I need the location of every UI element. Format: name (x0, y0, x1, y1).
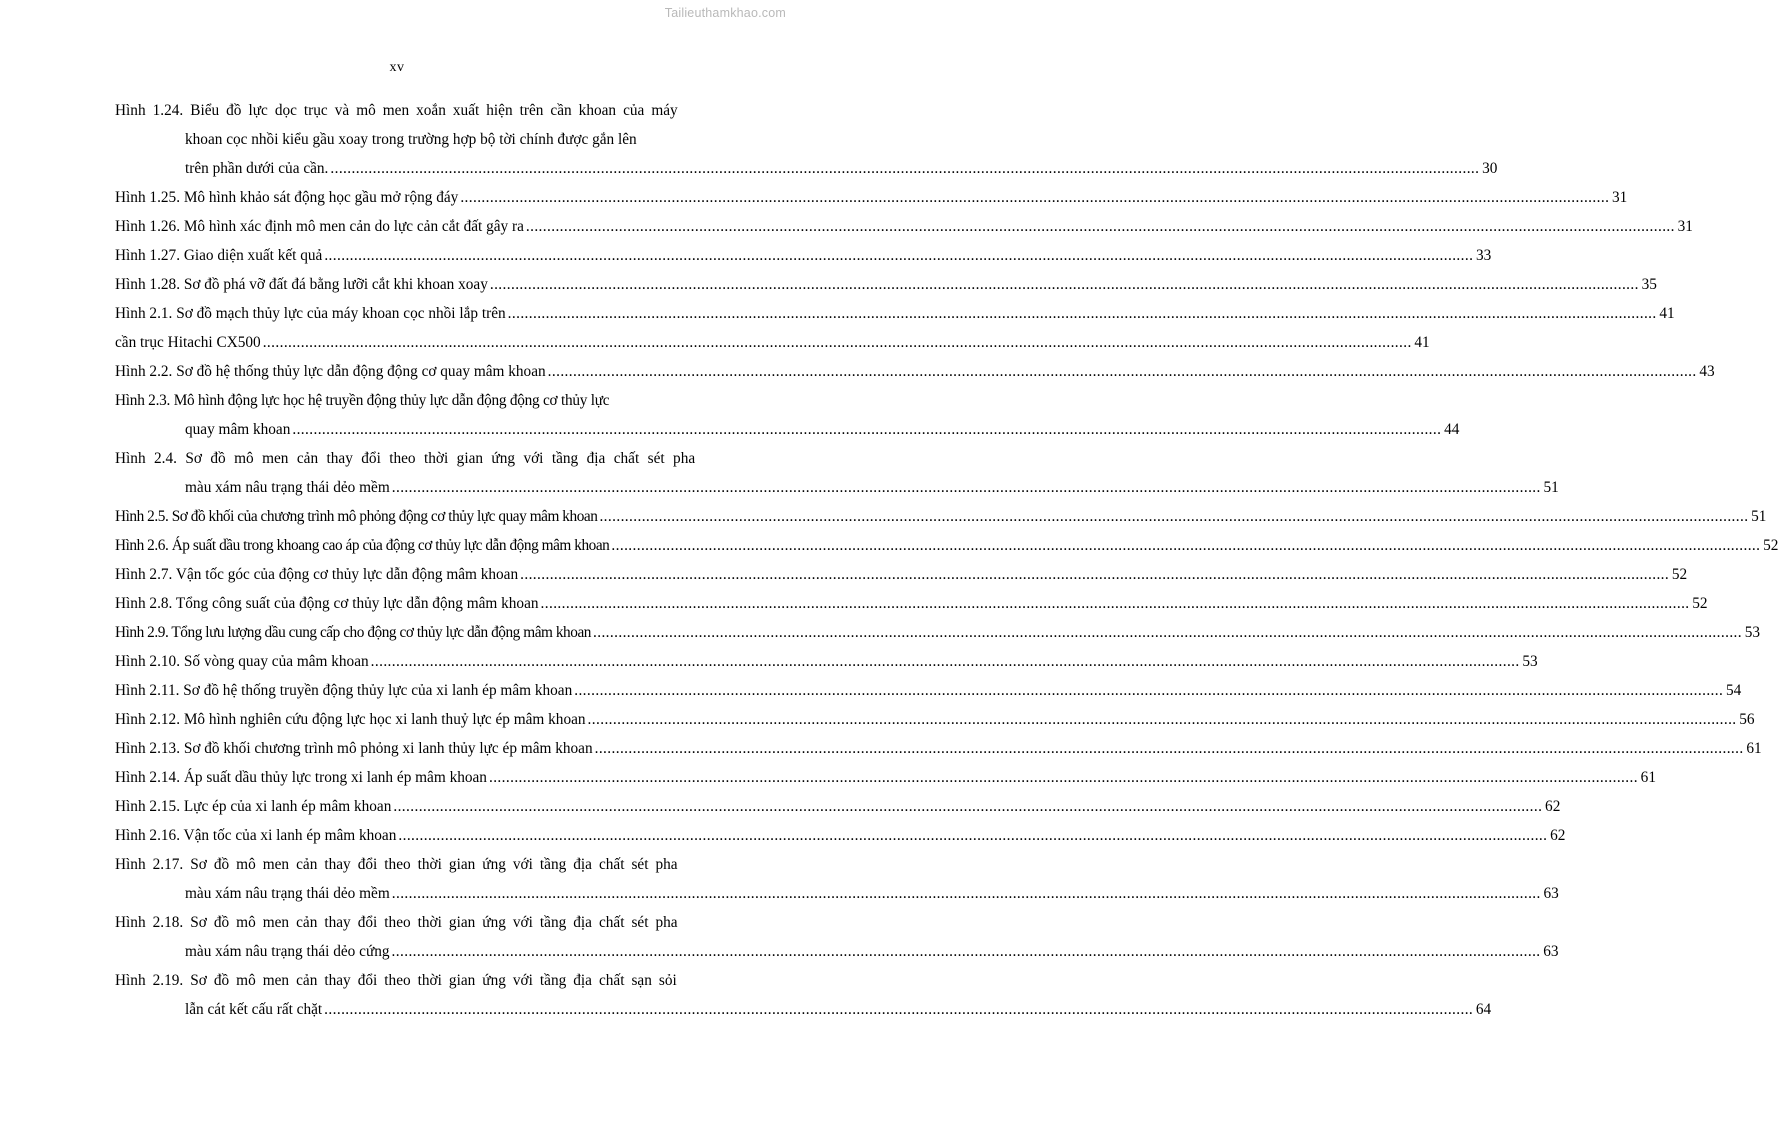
entry-line (115, 589, 1708, 618)
dot-leader (588, 705, 1737, 734)
entry-line (115, 879, 1559, 908)
dot-leader (574, 676, 1723, 705)
entry-title: Hình 2.5. Sơ đồ khối của chương trình mô phỏng động cơ thủy lực quay mâm khoan (115, 508, 598, 525)
entry-title: Hình 1.27. Giao diện xuất kết quả (115, 247, 323, 264)
dot-leader (526, 212, 1675, 241)
entry-line (115, 618, 1760, 647)
entry-page: 56 (1739, 711, 1755, 728)
dot-leader (541, 589, 1690, 618)
list-item (115, 560, 1688, 589)
entry-page: 33 (1476, 247, 1492, 264)
list-item (115, 763, 1656, 792)
entry-page: 44 (1444, 421, 1460, 438)
list-item (115, 328, 1430, 357)
entry-line (115, 676, 1742, 705)
list-item (115, 183, 1628, 212)
list-item (115, 241, 1492, 270)
dot-leader (508, 299, 1657, 328)
entry-page: 35 (1641, 276, 1657, 293)
entry-page: 63 (1543, 943, 1559, 960)
entry-page: 62 (1545, 798, 1561, 815)
entry-title: khoan cọc nhồi kiểu gầu xoay trong trường hợp bộ tời chính được gắn lên (185, 131, 637, 148)
entry-page: 31 (1677, 218, 1693, 235)
dot-leader (324, 241, 1473, 270)
entry-line (115, 560, 1688, 589)
entry-page: 61 (1746, 740, 1762, 757)
list-item (115, 966, 1492, 1024)
entry-line (115, 995, 1492, 1024)
entry-title: Hình 2.11. Sơ đồ hệ thống truyền động thủy lực của xi lanh ép mâm khoan (115, 682, 573, 699)
entry-line (115, 792, 1561, 821)
entry-title: Hình 2.8. Tổng công suất của động cơ thủy lực dẫn động mâm khoan (115, 595, 539, 612)
entry-title: màu xám nâu trạng thái dẻo mềm (185, 885, 390, 902)
entry-page: 41 (1414, 334, 1430, 351)
list-item (115, 96, 1498, 183)
entry-line (115, 357, 1715, 386)
entry-page: 52 (1671, 566, 1688, 583)
entry-title: Hình 2.6. Áp suất dầu trong khoang cao áp của động cơ thủy lực dẫn động mâm khoan (115, 537, 610, 554)
entry-page: 61 (1640, 769, 1656, 786)
entry-page: 53 (1744, 624, 1760, 641)
entry-line (115, 241, 1492, 270)
watermark: Tailieuthamkhao.com (664, 6, 786, 20)
entry-page: 52 (1763, 537, 1778, 554)
dot-leader (489, 763, 1638, 792)
entry-title: Hình 1.25. Mô hình khảo sát động học gầu mở rộng đáy (115, 189, 459, 206)
dot-leader (460, 183, 1609, 212)
entry-page: 62 (1550, 827, 1566, 844)
entry-line (115, 299, 1675, 328)
entry-page: 41 (1659, 305, 1675, 322)
entry-line (115, 270, 1657, 299)
entry-page: 31 (1612, 189, 1628, 206)
dot-leader (392, 879, 1541, 908)
entry-page: 52 (1692, 595, 1708, 612)
dot-leader (392, 937, 1541, 966)
dot-leader (398, 821, 1547, 850)
list-item (115, 647, 1538, 676)
entry-line (115, 444, 698, 473)
entry-page: 30 (1482, 160, 1498, 177)
dot-leader (595, 734, 1744, 763)
list-item (115, 821, 1566, 850)
list-item (115, 502, 1767, 531)
dot-leader (392, 473, 1541, 502)
entry-page: 43 (1699, 363, 1715, 380)
entry-line (115, 850, 698, 879)
entry-title: màu xám nâu trạng thái dẻo cứng (185, 943, 390, 960)
entry-title: lẫn cát kết cấu rất chặt (185, 1001, 323, 1018)
entry-line (115, 328, 1430, 357)
dot-leader (520, 560, 1669, 589)
list-item (115, 531, 1778, 560)
entry-page: 53 (1522, 653, 1538, 670)
dot-leader (393, 792, 1542, 821)
entry-title: Hình 1.26. Mô hình xác định mô men cản do lực cản cắt đất gây ra (115, 218, 524, 235)
entry-title: Hình 2.14. Áp suất dầu thủy lực trong xi lanh ép mâm khoan (115, 769, 487, 786)
entry-title: Hình 2.4. Sơ đồ mô men cản thay đổi theo thời gian ứng với tầng địa chất sét pha (115, 450, 696, 467)
entry-title: Hình 2.7. Vận tốc góc của động cơ thủy lực dẫn động mâm khoan (115, 566, 519, 583)
entry-line (115, 502, 1767, 531)
dot-leader (292, 415, 1441, 444)
entry-line (115, 154, 1498, 183)
dot-leader (371, 647, 1520, 676)
entry-page: 51 (1543, 479, 1559, 496)
entry-line (115, 212, 1693, 241)
entry-title: Hình 2.13. Sơ đồ khối chương trình mô phỏng xi lanh thủy lực ép mâm khoan (115, 740, 593, 757)
figure-list (115, 96, 1778, 1024)
entry-title: Hình 2.9. Tổng lưu lượng dầu cung cấp cho động cơ thủy lực dẫn động mâm khoan (115, 624, 591, 641)
entry-line (115, 415, 1460, 444)
dot-leader (593, 618, 1742, 647)
page-number: xv (389, 60, 405, 75)
entry-line (115, 473, 1559, 502)
list-item (115, 270, 1657, 299)
list-item (115, 908, 1559, 966)
entry-line (115, 705, 1755, 734)
entry-line (115, 734, 1762, 763)
entry-title: Hình 2.1. Sơ đồ mạch thủy lực của máy khoan cọc nhồi lắp trên (115, 305, 506, 322)
entry-page: 63 (1543, 885, 1559, 902)
entry-line (115, 125, 698, 154)
entry-line (115, 937, 1559, 966)
dot-leader (330, 154, 1479, 183)
entry-title: Hình 2.12. Mô hình nghiên cứu động lực học xi lanh thuỷ lực ép mâm khoan (115, 711, 586, 728)
list-item (115, 386, 1460, 444)
list-item (115, 792, 1561, 821)
list-item (115, 357, 1715, 386)
entry-line (115, 531, 1778, 560)
entry-title: cần trục Hitachi CX500 (115, 334, 261, 351)
dot-leader (599, 502, 1748, 531)
entry-line (115, 183, 1628, 212)
entry-line (115, 647, 1538, 676)
entry-page: 54 (1725, 682, 1742, 699)
entry-page: 51 (1751, 508, 1767, 525)
entry-title: Hình 2.10. Số vòng quay của mâm khoan (115, 653, 369, 670)
entry-title: Hình 2.15. Lực ép của xi lanh ép mâm khoan (115, 798, 392, 815)
entry-title: Hình 1.28. Sơ đồ phá vỡ đất đá bằng lưỡi cắt khi khoan xoay (115, 276, 488, 293)
entry-line (115, 96, 698, 125)
entry-title: Hình 2.3. Mô hình động lực học hệ truyền động thủy lực dẫn động động cơ thủy lực (115, 392, 610, 409)
entry-line (115, 386, 698, 415)
dot-leader (324, 995, 1473, 1024)
dot-leader (548, 357, 1697, 386)
entry-line (115, 763, 1656, 792)
entry-line (115, 821, 1566, 850)
entry-line (115, 966, 698, 995)
dot-leader (263, 328, 1412, 357)
entry-page: 64 (1475, 1001, 1492, 1018)
entry-title: quay mâm khoan (185, 421, 291, 438)
list-item (115, 299, 1675, 328)
dot-leader (490, 270, 1639, 299)
entry-title: Hình 2.19. Sơ đồ mô men cản thay đổi theo thời gian ứng với tầng địa chất sạn sỏi (115, 972, 677, 989)
list-item (115, 618, 1760, 647)
entry-title: Hình 2.18. Sơ đồ mô men cản thay đổi theo thời gian ứng với tầng địa chất sét pha (115, 914, 678, 931)
entry-title: Hình 1.24. Biểu đồ lực dọc trục và mô men xoắn xuất hiện trên cần khoan của máy (115, 102, 678, 119)
list-item (115, 850, 1559, 908)
dot-leader (611, 531, 1760, 560)
entry-title: Hình 2.17. Sơ đồ mô men cản thay đổi theo thời gian ứng với tầng địa chất sét pha (115, 856, 678, 873)
list-item (115, 705, 1755, 734)
entry-title: màu xám nâu trạng thái dẻo mềm (185, 479, 390, 496)
list-item (115, 734, 1762, 763)
entry-title: Hình 2.2. Sơ đồ hệ thống thủy lực dẫn động động cơ quay mâm khoan (115, 363, 546, 380)
entry-title: trên phần dưới của cần. (185, 160, 329, 177)
entry-line (115, 908, 698, 937)
list-item (115, 676, 1742, 705)
list-item (115, 444, 1559, 502)
list-item (115, 589, 1708, 618)
entry-title: Hình 2.16. Vận tốc của xi lanh ép mâm khoan (115, 827, 397, 844)
list-item (115, 212, 1693, 241)
